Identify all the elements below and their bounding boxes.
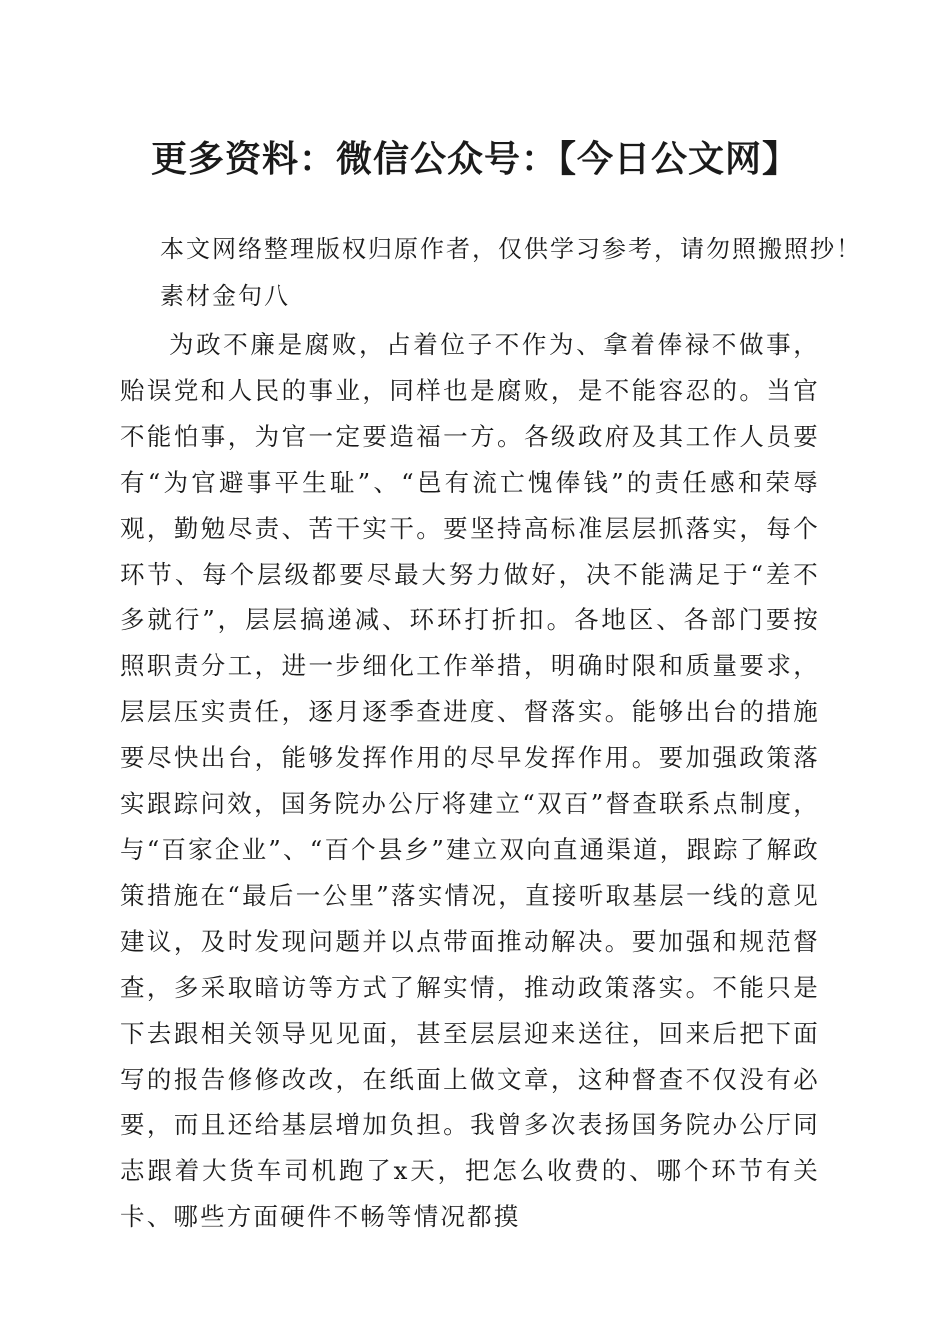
section-subtitle: 素材金句八 — [160, 282, 290, 310]
body-paragraph: 为政不廉是腐败，占着位子不作为、拿着俸禄不做事，贻误党和人民的事业，同样也是腐败，是不能容忍的。当官不能怕事，为官一定要造福一方。各级政府及其工作人员要有“为官避事平生耻”、“邑有流亡愧俸钱”的责任感和荣辱观，勤勉尽责、苦干实干。要坚持高标准层层抓落实，每个环节、每个层级都要尽最大努力做好，决不能满足于“差不多就行”，层层搞递减、环环打折扣。各地区、各部门要按照职责分工，进一步细化工作举措，明确时限和质量要求，层层压实责任，逐月逐季查进度、督落实。能够出台的措施要尽快出台，能够发挥作用的尽早发挥作用。要加强政策落实跟踪问效，国务院办公厅将建立“双百”督查联系点制度，与“百家企业”、“百个县乡”建立双向直通渠道，跟踪了解政策措施在“最后一公里”落实情况，直接听取基层一线的意见建议，及时发现问题并以点带面推动解决。要加强和规范督查，多采取暗访等方式了解实情，推动政策落实。不能只是下去跟相关领导见见面，甚至层层迎来送往，回来后把下面写的报告修修改改，在纸面上做文章，这种督查不仅没有必要，而且还给基层增加负担。我曾多次表扬国务院办公厅同志跟着大货车司机跑了x天，把怎么收费的、哪个环节有关卡、哪些方面硬件不畅等情况都摸 — [120, 330, 820, 1232]
copyright-notice: 本文网络整理版权归原作者，仅供学习参考，请勿照搬照抄！ — [160, 235, 862, 263]
document-title: 更多资料：微信公众号：【今日公文网】 — [150, 139, 799, 180]
